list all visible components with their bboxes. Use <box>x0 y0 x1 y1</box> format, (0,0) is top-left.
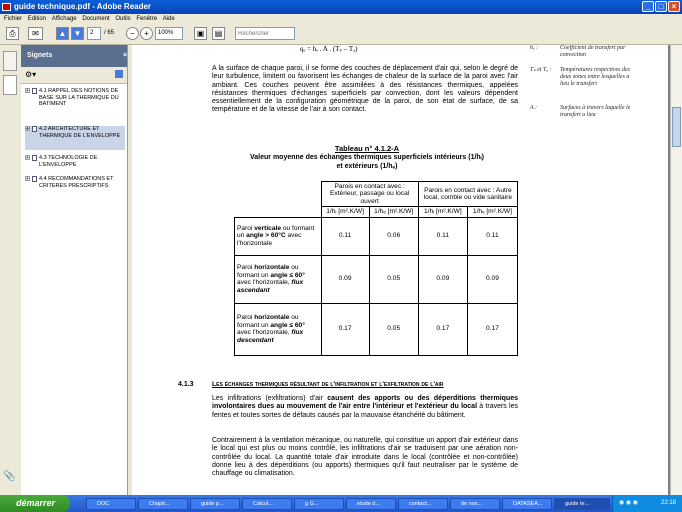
bookmark-item[interactable] <box>25 176 125 200</box>
section-title: Les échanges thermiques résultant de l'infiltration et l'exfiltration de l'air <box>212 381 444 388</box>
table-cell: 0.06 <box>369 217 418 255</box>
menu-fichier[interactable]: Fichier <box>4 16 23 22</box>
note-text: Températures respectives des deux zones entre lesquelles a lieu le transfert <box>560 67 630 87</box>
bookmarks-panel-header <box>21 45 127 67</box>
table-cell: 0.09 <box>418 255 467 303</box>
page-total: / 65 <box>104 30 115 36</box>
table-subtitle-line1: Valeur moyenne des échanges thermiques superficiels intérieurs (1/hᵢ) <box>249 154 484 161</box>
table-header-row <box>235 182 518 207</box>
document-page <box>132 45 668 495</box>
table-cell: 0.11 <box>321 217 369 255</box>
table-cell: 0.09 <box>467 255 517 303</box>
taskbar-item[interactable]: guide p... <box>190 498 240 510</box>
table-row <box>235 255 518 303</box>
menu-aide[interactable]: Aide <box>162 16 175 22</box>
expand-icon[interactable]: + <box>26 126 29 132</box>
toolbar <box>0 24 682 45</box>
row-label: Paroi horizontale ou formant un angle ≤ 60° avec l'horizontale, flux ascendant <box>235 255 322 303</box>
bookmark-icon <box>32 155 37 161</box>
zoom-select[interactable]: 100% <box>155 27 183 40</box>
taskbar-item[interactable]: contact... <box>398 498 448 510</box>
delete-bookmark-icon[interactable] <box>115 70 123 78</box>
bookmarks-panel-title: Signets <box>27 52 53 59</box>
start-button[interactable]: démarrer <box>0 495 70 512</box>
menu-fenetre[interactable]: Fenêtre <box>136 16 158 22</box>
fit-page-icon[interactable]: ▣ <box>194 27 207 40</box>
bookmark-label: 4.2 ARCHITECTURE ET THERMIQUE DE L'ENVELOPPE <box>39 126 121 139</box>
bookmark-label: 4.1 RAPPEL DES NOTIONS DE BASE SUR LA THERMIQUE DU BATIMENT <box>39 88 119 107</box>
note-text: Coefficient de transfert par convection <box>560 45 626 58</box>
column-group-header: Parois en contact avec : Extérieur, passage ou local ouvert <box>321 182 418 207</box>
email-icon[interactable]: ✉ <box>28 27 43 40</box>
paragraph-ventilation: Contrairement à la ventilation mécanique, ou naturelle, qui constitue un apport d'air extérieur dans le local qui est plus ou moins contrôlé, les infiltrations d'air se traduisent par une aération non-contrôlée du local. La quantité totale d'air introduite dans le local (contrôlée et non-contrôlée) donne lieu à des déperditions (ou apports) thermiques qu'il faut neutraliser par le système de chauffage ou climatisation. <box>212 437 518 478</box>
scrollbar-thumb[interactable] <box>672 107 681 147</box>
search-input[interactable] <box>235 27 295 40</box>
heat-exchange-table <box>234 181 518 356</box>
section-number: 4.1.3 <box>178 381 194 388</box>
table-title: Tableau n° 4.1.2-A <box>334 144 400 153</box>
note-symbol: Tₛ et Tₐ : <box>530 67 552 73</box>
table-row <box>235 303 518 355</box>
paragraph-surface-exchanges: A la surface de chaque paroi, il se forme des couches de déplacement d'air qui, selon le degré de leur turbulence, limitent ou favorisent les échanges de chaleur de la surface de la paroi avec l'air ambiant. Ces couches peuvent être assimilées à des résistances thermiques, appelées résistances thermiques d'échanges superficiels par convection, dont les valeurs dépendent essentiellement de la configuration géométrique de la paroi, de son état de surface, de sa température et de la vitesse de l'air à son contact. <box>212 65 518 114</box>
window-title: guide technique.pdf - Adobe Reader <box>14 2 152 11</box>
print-icon[interactable]: ⎙ <box>6 27 19 40</box>
bookmark-label: 4.3 TECHNOLOGIE DE L'ENVELOPPE <box>39 155 98 168</box>
menu-edition[interactable]: Edition <box>27 16 47 22</box>
adobe-app-icon <box>2 3 11 11</box>
taskbar-item[interactable]: de nos... <box>450 498 500 510</box>
menu-bar <box>0 14 682 24</box>
note-text: Surfaces à travers laquelle le transfert a lieu <box>560 105 631 118</box>
column-header: 1/hₑ [m².K/W] <box>467 207 517 217</box>
minimize-button[interactable]: _ <box>642 1 654 12</box>
bookmark-icon <box>32 88 37 94</box>
table-cell: 0.17 <box>321 303 369 355</box>
title-bar <box>0 0 682 14</box>
table-cell: 0.11 <box>467 217 517 255</box>
taskbar-item[interactable]: DOC <box>86 498 136 510</box>
attachment-icon[interactable]: 📎 <box>3 471 16 482</box>
close-button[interactable]: × <box>668 1 680 12</box>
fit-width-icon[interactable]: ▤ <box>212 27 225 40</box>
bookmark-item[interactable] <box>25 155 125 169</box>
column-group-header: Parois en contact avec : Autre local, comble ou vide sanitaire <box>418 182 517 207</box>
paragraph-infiltration: Les infiltrations (exfiltrations) d'air causent des apports ou des déperditions thermiques involontaires dues au mouvement de l'air entre l'intérieur et l'extérieur du local à travers les fentes et toutes sortes de défauts causés par la mauvaise étanchéité du bâtiment. <box>212 395 518 419</box>
note-symbol: A : <box>530 105 538 111</box>
column-header: 1/hᵢ [m².K/W] <box>321 207 369 217</box>
options-icon[interactable]: ⚙▾ <box>25 70 37 79</box>
bookmark-item[interactable] <box>25 88 125 120</box>
close-panel-icon[interactable]: × <box>123 52 128 59</box>
previous-page-icon[interactable]: ▲ <box>56 27 69 40</box>
table-cell: 0.05 <box>369 303 418 355</box>
table-cell: 0.09 <box>321 255 369 303</box>
zoom-in-icon[interactable]: + <box>140 27 153 40</box>
row-label: Paroi horizontale ou formant un angle ≤ 60° avec l'horizontale, flux descendant <box>235 303 322 355</box>
expand-icon[interactable]: + <box>26 176 29 182</box>
table-cell: 0.11 <box>418 217 467 255</box>
menu-document[interactable]: Document <box>82 16 110 22</box>
row-label: Paroi verticale ou formant un angle > 60°C avec l'horizontale <box>235 217 322 255</box>
zoom-out-icon[interactable]: − <box>126 27 139 40</box>
bookmark-item-selected[interactable] <box>25 126 125 150</box>
bookmark-icon <box>32 176 37 182</box>
table-cell: 0.17 <box>467 303 517 355</box>
vertical-scrollbar[interactable] <box>670 45 682 495</box>
note-symbol: hₑ : <box>530 45 539 51</box>
system-tray <box>612 495 682 512</box>
taskbar-item[interactable]: DATASEA... <box>502 498 552 510</box>
expand-icon[interactable]: + <box>26 88 29 94</box>
menu-outils[interactable]: Outils <box>115 16 131 22</box>
taskbar-item-active[interactable]: guide te... <box>554 498 610 510</box>
page-number-input[interactable]: 2 <box>87 27 101 40</box>
column-header: 1/hₑ [m².K/W] <box>369 207 418 217</box>
bookmark-label: 4.4 RECOMMANDATIONS ET CRITERES PRESCRIPTIFS <box>39 176 114 189</box>
expand-icon[interactable]: + <box>26 155 29 161</box>
bookmark-icon <box>32 126 37 132</box>
column-header: 1/hᵢ [m².K/W] <box>418 207 467 217</box>
maximize-button[interactable]: □ <box>655 1 667 12</box>
table-cell: 0.17 <box>418 303 467 355</box>
navigation-tabs <box>0 45 22 495</box>
bookmarks-tab-icon[interactable] <box>3 75 17 95</box>
taskbar-item[interactable]: Chapit... <box>138 498 188 510</box>
pages-tab-icon[interactable] <box>3 51 17 71</box>
menu-affichage[interactable]: Affichage <box>51 16 77 22</box>
table-subtitle-line2: et extérieurs (1/hₑ) <box>336 163 398 170</box>
clock: 22:18 <box>661 500 677 506</box>
tray-icons[interactable]: ◉ ◉ ◉ <box>619 500 639 506</box>
taskbar-item[interactable]: g G... <box>294 498 344 510</box>
taskbar-item[interactable]: etude d... <box>346 498 396 510</box>
taskbar-item[interactable]: Calcul... <box>242 498 292 510</box>
table-row <box>235 217 518 255</box>
table-cell: 0.05 <box>369 255 418 303</box>
convection-formula: qₑ = hₑ . A . (Tₛ – Tₐ) <box>300 45 358 53</box>
bookmarks-toolbar <box>21 67 127 84</box>
next-page-icon[interactable]: ▼ <box>71 27 84 40</box>
